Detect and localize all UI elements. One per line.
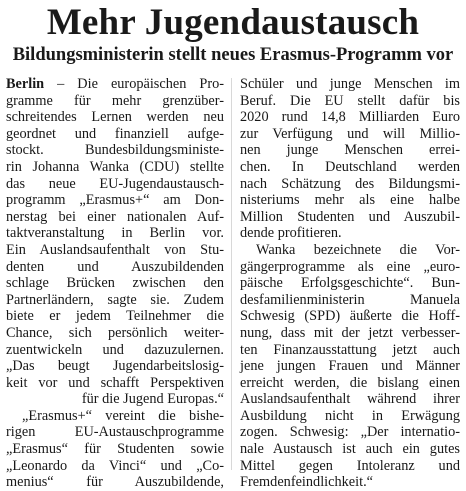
text-line: Ein Auslandsaufenthalt von Stu- (6, 241, 224, 258)
text-line: zur Verfügung und will Millio- (240, 125, 460, 142)
text-line: geordnet und finanziell aufge- (6, 125, 224, 142)
text-line: päische Erfolgsgeschichte“. Bun- (240, 275, 460, 292)
text-line: Schüler und junge Menschen im (240, 76, 460, 92)
text-line: keit vor und schafft Perspektiven (6, 374, 224, 391)
text-line: programm „Erasmus+“ am Don- (6, 192, 224, 209)
text-line: zogen. Schwesig: „Der internatio- (240, 424, 460, 441)
text-line: nisteriums mehr als eine halbe (240, 192, 460, 209)
text-line: nach Schätzung des Bildungsmi- (240, 175, 460, 192)
text-line: desfamilienministerin Manuela (240, 291, 460, 308)
text-line: Fremdenfeindlichkeit.“ (240, 474, 373, 491)
text-line: denten und Auszubildenden (6, 258, 224, 275)
text-line: Chance, sich persönlich weiter- (6, 324, 224, 341)
text-line: taktveranstaltung in Berlin vor. (6, 225, 224, 242)
text-line: schreitendes Lernen werden neu (6, 109, 224, 126)
text-line: rin Johanna Wanka (CDU) stellte (6, 158, 224, 175)
text-line: „Erasmus+“ vereint die bishe- (22, 407, 224, 424)
text-line: Wanka bezeichnete die Vor- (256, 241, 460, 258)
text-line: Beruf. Die EU stellt dafür bis (240, 92, 460, 109)
text-line: menius“ für Auszubildende, (6, 474, 224, 491)
text-line: nung, dass mit der jetzt verbesser- (240, 324, 460, 341)
text-line: ten Finanzausstattung jetzt auch (240, 341, 460, 358)
text-line: 2020 rund 14,8 Milliarden Euro (240, 109, 460, 126)
text-line: biete er jedem Teilnehmer die (6, 308, 224, 325)
text-line: gängerprogramme als eine „euro- (240, 258, 460, 275)
text-line: Schwesig (SPD) äußerte die Hoff- (240, 308, 460, 325)
text-line: stockt. Bundesbildungsministe- (6, 142, 224, 159)
text-line: chen. In Deutschland werden (240, 158, 460, 175)
subheadline: Bildungsministerin stellt neues Erasmus-Programm vor (12, 45, 454, 65)
left-column (6, 76, 224, 491)
headline: Mehr Jugendaustausch (46, 2, 420, 43)
text-line: dende profitieren. (240, 225, 342, 242)
text-line: jene jungen Frauen und Männer (240, 358, 460, 375)
text-line: „Erasmus“ für Studenten sowie (6, 441, 224, 458)
text-line: Ausbildung nicht in Erwägung (240, 407, 460, 424)
text-line: Partnerländern, sagte sie. Zudem (6, 291, 224, 308)
text-line: nen junge Menschen errei- (240, 142, 460, 159)
text-line: Berlin – Die europäischen Pro- (6, 76, 224, 92)
text-line: „Leonardo da Vinci“ und „Co- (6, 457, 224, 474)
right-column (240, 76, 460, 491)
text-line: Mittel gegen Intoleranz und (240, 457, 460, 474)
text-line: gramme für mehr grenzüber- (6, 92, 224, 109)
text-line: zuentwickeln und dazuzulernen. (6, 341, 224, 358)
dateline: Berlin (6, 76, 45, 92)
text-line: nerstag bei einer nationalen Auf- (6, 208, 224, 225)
text-line: Million Studenten und Auszubil- (240, 208, 460, 225)
text-line: Auslandsaufenthalt während ihrer (240, 391, 460, 408)
column-divider (231, 78, 232, 470)
text-line: das neue EU-Jugendaustausch- (6, 175, 224, 192)
text-line: schlage Brücken zwischen den (6, 275, 224, 292)
text-line: für die Jugend Europas.“ (81, 391, 224, 408)
text-line: „Das beugt Jugendarbeitslosig- (6, 358, 224, 375)
text-line: rigen EU-Austauschprogramme (6, 424, 224, 441)
text-line: nale Austausch ist auch ein gutes (240, 441, 460, 458)
text-line: erreicht werden, die bislang einen (240, 374, 460, 391)
